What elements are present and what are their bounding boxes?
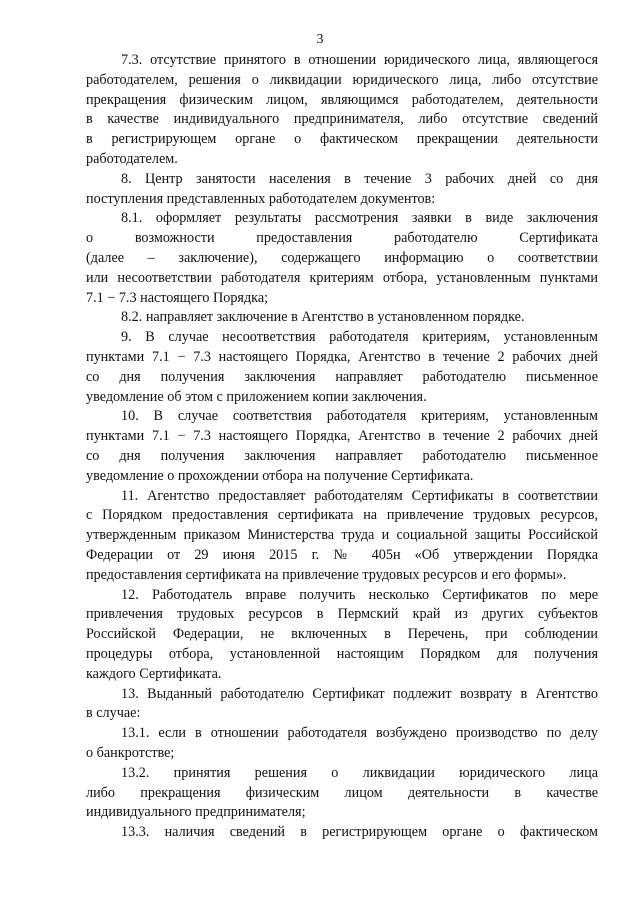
text-line: или несоответствии работодателя критериям отбора, установленным пунктами: [86, 269, 598, 286]
text-line: в качестве индивидуального предпринимателя, либо отсутствие сведений: [86, 111, 598, 128]
text-line: 13.3. наличия сведений в регистрирующем органе о фактическом: [121, 824, 598, 841]
text-line: в случае:: [86, 705, 141, 722]
text-line: пунктами 7.1 − 7.3 настоящего Порядка, Агентство в течение 2 рабочих дней: [86, 349, 598, 365]
text-line: 7.1 − 7.3 настоящего Порядка;: [86, 289, 269, 306]
text-line: (далее – заключение), содержащего информацию о соответствии: [86, 250, 598, 266]
text-line: 13.2. принятия решения о ликвидации юридического лица: [121, 764, 598, 781]
text-line: каждого Сертификата.: [86, 665, 222, 682]
text-line: процедуры отбора, установленной настоящим Порядком для получения: [86, 646, 598, 662]
text-line: о банкротстве;: [86, 745, 175, 761]
page-number: 3: [316, 32, 324, 47]
text-line: уведомление о прохождении отбора на получение Сертификата.: [86, 467, 474, 484]
text-line: 8.1. оформляет результаты рассмотрения заявки в виде заключения: [121, 210, 598, 227]
text-line: предоставления сертификата на привлечение трудовых ресурсов и его формы».: [86, 566, 567, 583]
text-line: либо прекращения физическим лицом деятельности в качестве: [86, 784, 598, 801]
text-line: работодателем, решения о ликвидации юридического лица, либо отсутствие: [86, 71, 598, 88]
text-line: прекращения физическим лицом, являющимся работодателем, деятельности: [86, 91, 598, 108]
text-line: 8. Центр занятости населения в течение 3 рабочих дней со дня: [121, 170, 598, 187]
text-line: пунктами 7.1 − 7.3 настоящего Порядка, Агентство в течение 2 рабочих дней: [86, 428, 598, 445]
text-line: индивидуального предпринимателя;: [86, 804, 306, 821]
text-line: 10. В случае соответствия работодателя критериям, установленным: [121, 408, 598, 425]
text-line: со дня получения заключения направляет работодателю письменное: [86, 448, 598, 464]
text-line: в регистрирующем органе о фактическом прекращении деятельности: [86, 131, 598, 148]
text-line: 11. Агентство предоставляет работодателям Сертификаты в соответствии: [121, 487, 598, 504]
text-line: уведомление об этом с приложением копии заключения.: [86, 388, 427, 405]
text-line: Федерации от 29 июня 2015 г. № 405н «Об утверждении Порядка: [86, 547, 598, 563]
text-line: 8.2. направляет заключение в Агентство в установленном порядке.: [121, 309, 525, 326]
text-line: работодателем.: [86, 151, 178, 167]
text-line: 7.3. отсутствие принятого в отношении юридического лица, являющегося: [121, 52, 598, 68]
text-line: с Порядком предоставления сертификата на привлечение трудовых ресурсов,: [86, 507, 598, 524]
text-line: привлечения трудовых ресурсов в Пермский край из других субъектов: [86, 606, 598, 623]
text-line: о возможности предоставления работодателю Сертификата: [86, 230, 598, 247]
text-line: со дня получения заключения направляет работодателю письменное: [86, 368, 598, 385]
text-line: поступления представленных работодателем документов:: [86, 190, 436, 207]
text-line: 9. В случае несоответствия работодателя критериям, установленным: [121, 329, 598, 346]
text-line: 13.1. если в отношении работодателя возбуждено производство по делу: [121, 725, 598, 742]
text-line: 12. Работодатель вправе получить несколько Сертификатов по мере: [121, 586, 598, 603]
text-line: Российской Федерации, не включенных в Перечень, при соблюдении: [86, 626, 598, 643]
text-line: 13. Выданный работодателю Сертификат подлежит возврату в Агентство: [121, 685, 598, 702]
text-line: утвержденным приказом Министерства труда и социальной защиты Российской: [86, 527, 598, 544]
